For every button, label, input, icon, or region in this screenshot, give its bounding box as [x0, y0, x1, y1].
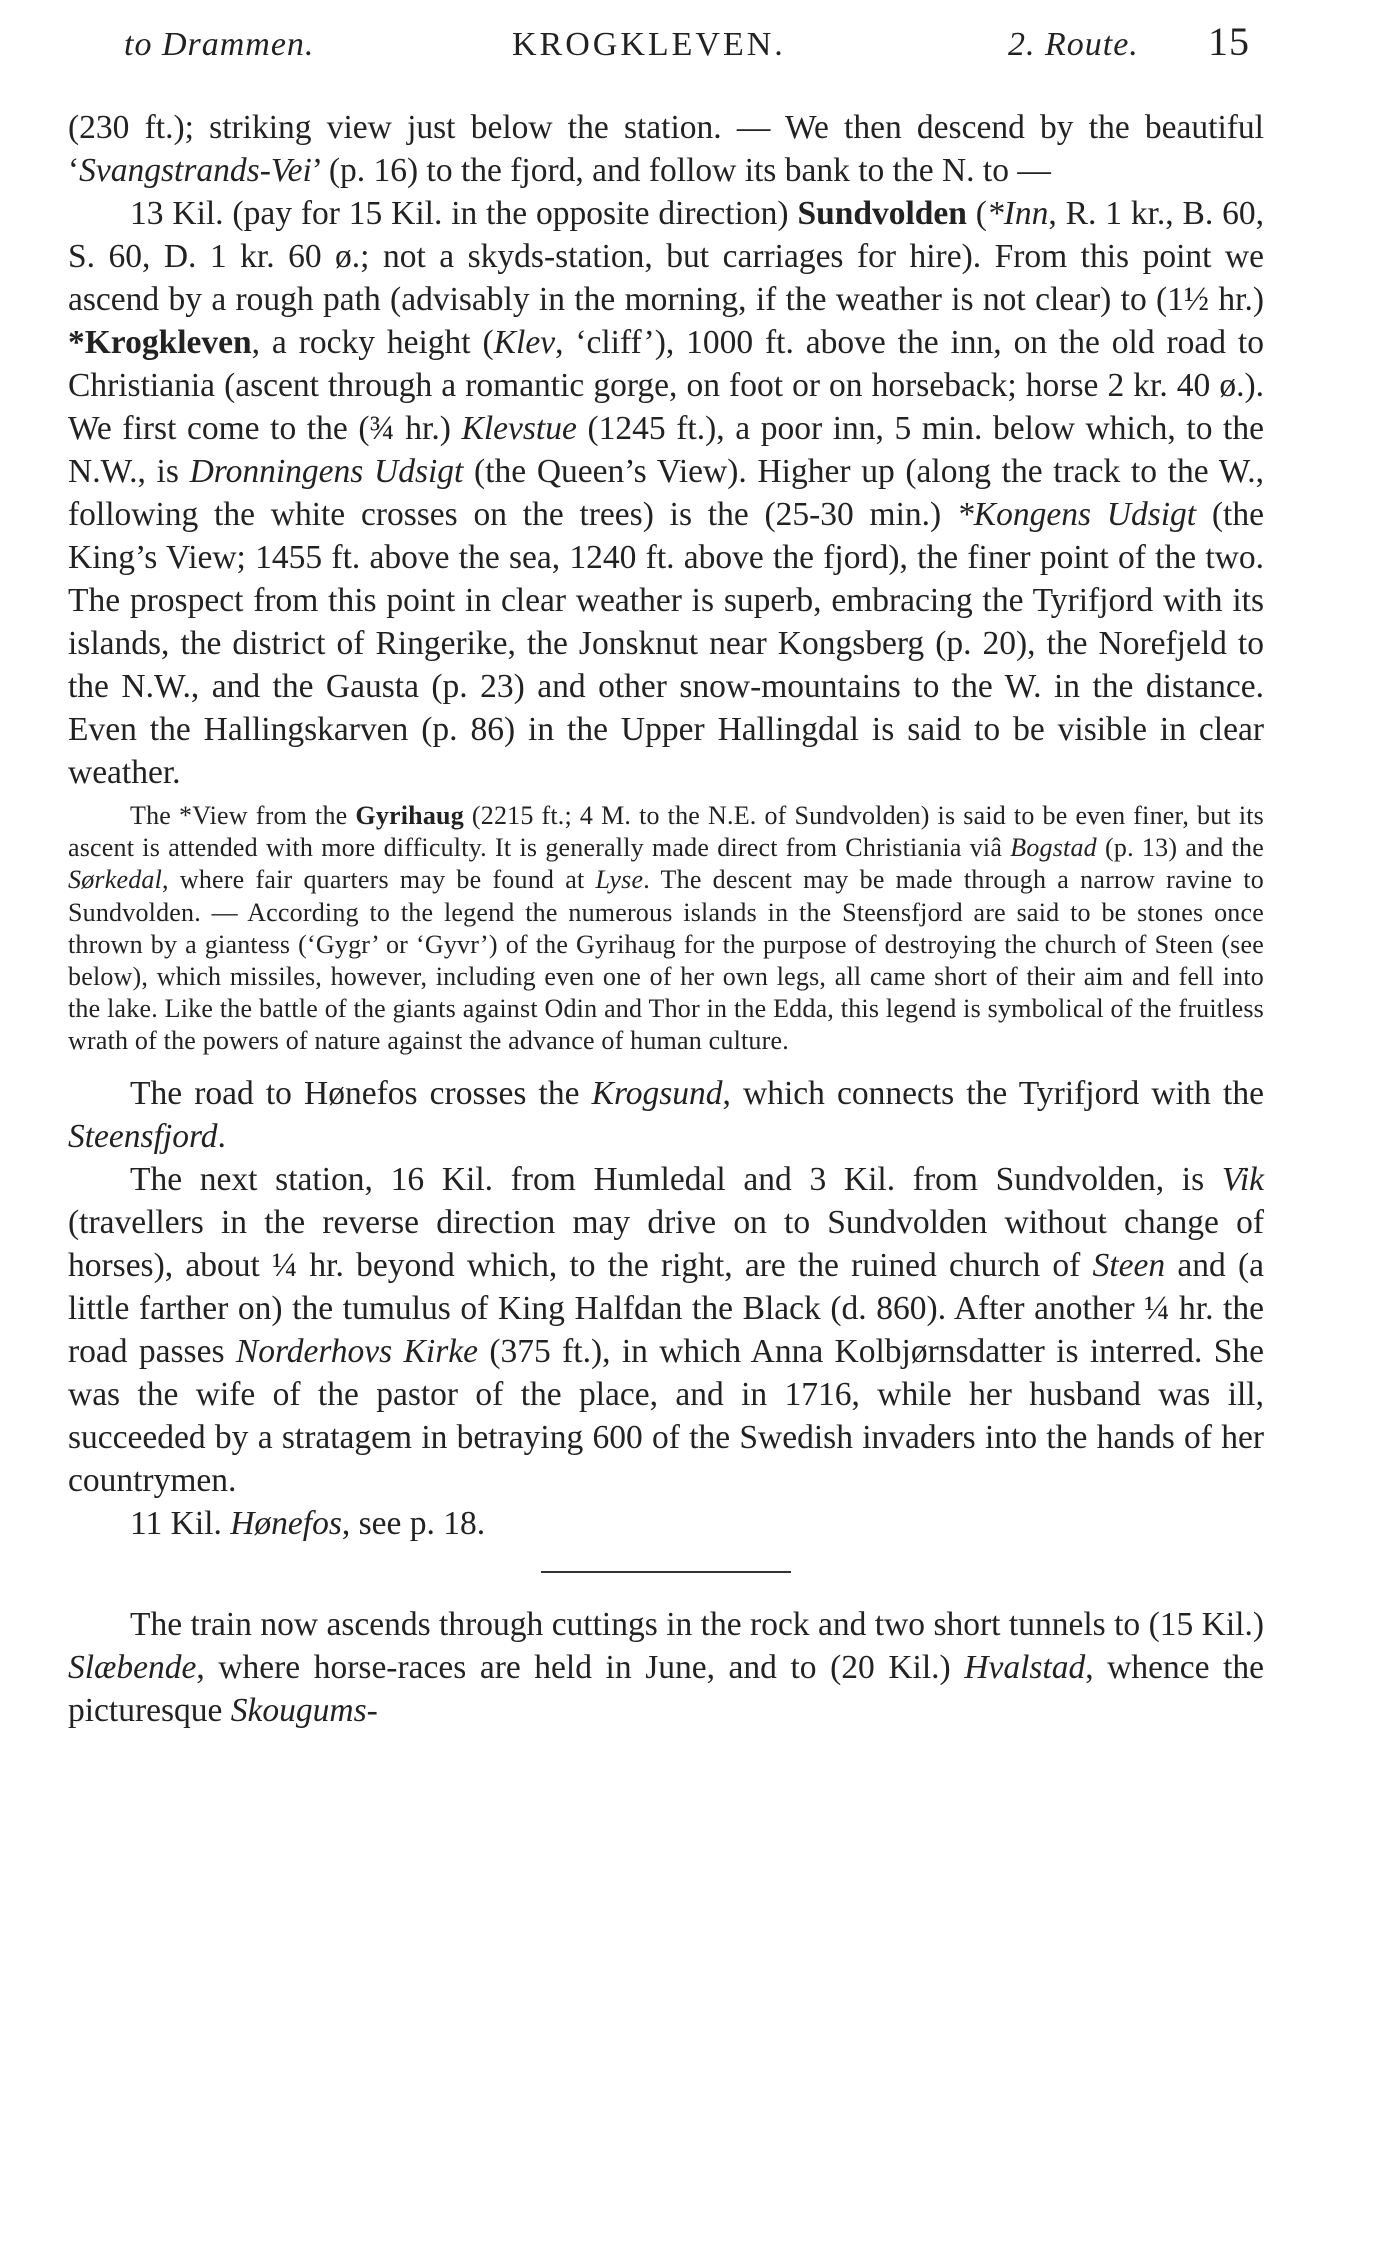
text-run: (travellers in the reverse direction may drive on to Sundvolden without change of horses), about ¼ hr. beyond which, to the right, are the ruined church of — [68, 1203, 1264, 1284]
paragraph-train — [68, 1603, 1264, 1732]
text-run: ( — [966, 195, 987, 232]
text-run: , see p. 18. — [341, 1504, 486, 1542]
text-run: (the Queen’s View). Higher up (along the track to the W., following the white crosses on the trees) is the (25-30 min.) — [68, 453, 1264, 533]
italic-run: Klev — [493, 324, 556, 361]
text-run: 13 Kil. (pay for 15 Kil. in the opposite direction) — [130, 195, 798, 232]
note-gyrihaug — [68, 800, 1264, 1058]
text-run: ’ (p. 16) to the fjord, and follow its bank to the N. to — — [311, 152, 1051, 189]
text-run: , a rocky height ( — [251, 324, 494, 361]
text-run: The road to Hønefos crosses the — [130, 1074, 592, 1112]
page-body — [68, 106, 1264, 1732]
italic-run: Steensfjord — [68, 1117, 218, 1155]
text-run: , which connects the Tyrifjord with the — [722, 1074, 1264, 1112]
italic-run: *Kongens Udsigt — [956, 496, 1197, 533]
text-run: The train now ascends through cuttings in the rock and two short tunnels to (15 Kil.) — [130, 1605, 1264, 1643]
italic-run: Hønefos — [230, 1504, 342, 1542]
italic-run: Bogstad — [1010, 833, 1097, 863]
italic-run: Skougums- — [230, 1691, 378, 1729]
italic-run: Steen — [1092, 1246, 1166, 1284]
header-route: 2. Route. — [1008, 26, 1139, 63]
text-run: The next station, 16 Kil. from Humledal and 3 Kil. from Sundvolden, is — [130, 1160, 1222, 1198]
text-run: The *View from the — [130, 801, 356, 830]
header-title: KROGKLEVEN. — [512, 26, 786, 63]
italic-run: Klevstue — [461, 410, 577, 447]
text-run: (p. 13) and the — [1096, 833, 1264, 863]
text-run: . — [217, 1117, 226, 1155]
text-run: 11 Kil. — [130, 1504, 231, 1542]
italic-run: Svangstrands-Vei — [79, 152, 312, 189]
text-run: and (a little farther on) the tumulus of King Halfdan the Black (d. 860). After another ¼ hr. the road passes — [68, 1246, 1264, 1370]
text-run: (2215 ft.; 4 M. to the N.E. of Sundvolden) is said to be even finer, but its ascent is attended with more difficulty. It is generally made direct from Christiania viâ — [68, 801, 1264, 863]
italic-run: Krogsund — [591, 1074, 723, 1112]
text-run: (375 ft.), in which Anna Kolbjørnsdatter is interred. She was the wife of the pastor of the place, and in 1716, while her husband was ill, succeeded by a stratagem in betraying 600 of the Swedish invaders into the hands of her countrymen. — [68, 1332, 1265, 1499]
text-run: . The descent may be made through a narrow ravine to Sundvolden. — According to the legend the numerous islands in the Steensfjord are said to be stones once thrown by a giantess (‘Gygr’ or ‘Gyvr’) of the Gyrihaug for the purpose of destroying the church of Steen (see below), which missiles, however, including even one of her own legs, all came short of their aim and fell into the lake. Like the battle of the giants against Odin and Thor in the Edda, this legend is symbolical of the fruitless wrath of the powers of nature against the advance of human culture. — [68, 865, 1264, 1056]
text-run: (1245 ft.), a poor inn, 5 min. below which, to the N.W., is — [68, 410, 1264, 490]
page-number: 15 — [1208, 19, 1250, 64]
text-run: (the King’s View; 1455 ft. above the sea, 1240 ft. above the fjord), the finer point of the two. The prospect from this point in clear weather is superb, embracing the Tyrifjord with its islands, the district of Ringerike, the Jonsknut near Kongsberg (p. 20), the Norefjeld to the N.W., and the Gausta (p. 23) and other snow-mountains to the W. in the distance. Even the Hallingskarven (p. 86) in the Upper Hallingdal is said to be visible in clear weather. — [68, 496, 1264, 791]
text-run: , R. 1 kr., B. 60, S. 60, D. 1 kr. 60 ø.; not a skyds-station, but carriages for hire). From this point we ascend by a rough path (advisably in the morning, if the weather is not clear) to (1½ hr.) — [68, 195, 1265, 318]
text-run: , where horse-races are held in June, and to (20 Kil.) — [196, 1648, 965, 1686]
italic-run: Hvalstad — [964, 1648, 1086, 1686]
text-run: , whence the picturesque — [68, 1648, 1264, 1729]
paragraph-vik — [68, 1158, 1264, 1502]
paragraph-krogsund — [68, 1072, 1264, 1158]
bold-run: Gyrihaug — [355, 801, 464, 830]
italic-run: Slæbende — [68, 1648, 197, 1686]
italic-run: Dronningens Udsigt — [189, 453, 464, 490]
bold-run: *Krogkleven — [68, 324, 252, 361]
italic-run: Norderhovs Kirke — [235, 1332, 478, 1370]
italic-run: Sørkedal — [68, 865, 163, 895]
italic-run: Lyse — [595, 865, 644, 895]
paragraph-honefos — [68, 1502, 1264, 1545]
bold-run: Sundvolden — [797, 195, 967, 232]
section-divider — [541, 1571, 791, 1573]
paragraph-sundvolden — [68, 192, 1264, 794]
running-header — [68, 18, 1268, 74]
paragraph-station-view — [68, 106, 1264, 192]
italic-run: Vik — [1221, 1160, 1264, 1198]
header-left: to Drammen. — [124, 26, 315, 63]
text-run: (230 ft.); striking view just below the station. — We then descend by the beautiful ‘ — [68, 109, 1264, 189]
text-run: , where fair quarters may be found at — [162, 865, 596, 895]
text-run: , ‘cliff’), 1000 ft. above the inn, on the old road to Christiania (ascent through a romantic gorge, on foot or on horseback; horse 2 kr. 40 ø.). We first come to the (¾ hr.) — [68, 324, 1264, 447]
italic-run: *Inn — [986, 195, 1049, 232]
